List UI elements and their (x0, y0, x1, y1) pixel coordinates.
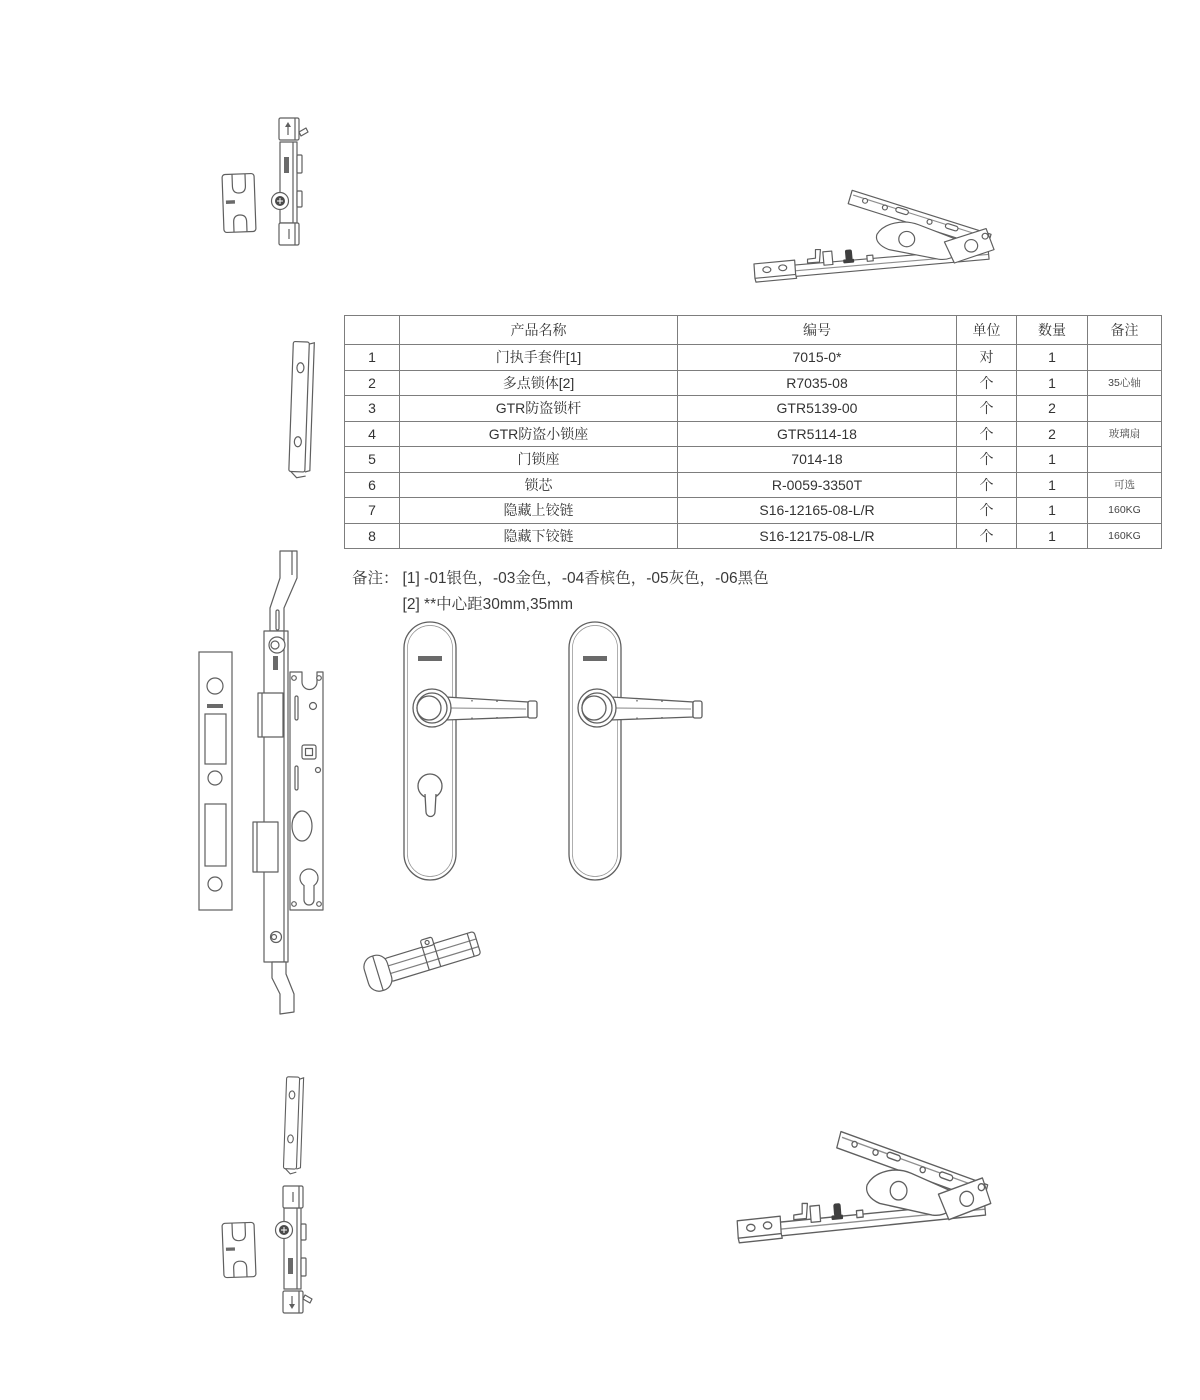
cell-remark (1088, 345, 1162, 371)
cell-name: 门执手套件[1] (400, 345, 678, 371)
cell-name: 锁芯 (400, 472, 678, 498)
table-row (345, 345, 1162, 371)
drawing-lock-bar-bottom (266, 1183, 322, 1316)
cell-no: 6 (345, 472, 400, 498)
table-row (345, 447, 1162, 473)
cell-remark: 160KG (1088, 523, 1162, 549)
cell-qty: 1 (1017, 472, 1088, 498)
cell-no: 3 (345, 396, 400, 422)
cell-remark (1088, 447, 1162, 473)
cell-code: 7014-18 (678, 447, 957, 473)
drawing-keeper-plate-bottom (274, 1073, 314, 1175)
header-unit: 单位 (957, 316, 1017, 345)
cell-no: 1 (345, 345, 400, 371)
cell-remark: 160KG (1088, 498, 1162, 524)
cell-remark: 玻璃扇 (1088, 421, 1162, 447)
footnote-2: [2] **中心距30mm,35mm (402, 596, 574, 613)
cell-unit: 个 (957, 472, 1017, 498)
header-code: 编号 (678, 316, 957, 345)
table-row (345, 498, 1162, 524)
cell-no: 8 (345, 523, 400, 549)
cell-qty: 2 (1017, 421, 1088, 447)
cell-name: 隐藏上铰链 (400, 498, 678, 524)
drawing-door-handle-right (567, 620, 707, 882)
cell-name: 隐藏下铰链 (400, 523, 678, 549)
cell-no: 4 (345, 421, 400, 447)
drawing-lock-seat-bottom (219, 1221, 259, 1279)
cell-code: R7035-08 (678, 370, 957, 396)
drawing-lock-bar-top (262, 115, 318, 248)
cell-qty: 1 (1017, 447, 1088, 473)
cell-remark: 可选 (1088, 472, 1162, 498)
table-row (345, 370, 1162, 396)
cell-remark (1088, 396, 1162, 422)
cell-name: 门锁座 (400, 447, 678, 473)
header-remark: 备注 (1088, 316, 1162, 345)
cell-remark: 35心轴 (1088, 370, 1162, 396)
drawing-door-handle-left (402, 620, 542, 882)
table-header-row (345, 316, 1162, 345)
cell-code: R-0059-3350T (678, 472, 957, 498)
header-name: 产品名称 (400, 316, 678, 345)
drawing-lock-keeper-plate (275, 336, 337, 482)
table-row (345, 523, 1162, 549)
table-row (345, 396, 1162, 422)
table-row (345, 472, 1162, 498)
cell-qty: 1 (1017, 345, 1088, 371)
cell-name: GTR防盗锁杆 (400, 396, 678, 422)
cell-no: 7 (345, 498, 400, 524)
header-index (345, 316, 400, 345)
cell-qty: 1 (1017, 523, 1088, 549)
cell-qty: 1 (1017, 498, 1088, 524)
cell-no: 2 (345, 370, 400, 396)
cell-code: GTR5139-00 (678, 396, 957, 422)
footnote-1: [1] -01银色，-03金色，-04香槟色，-05灰色，-06黑色 (402, 570, 769, 587)
cell-unit: 对 (957, 345, 1017, 371)
cell-qty: 2 (1017, 396, 1088, 422)
header-qty: 数量 (1017, 316, 1088, 345)
footnotes-body (403, 566, 769, 618)
cell-name: 多点锁体[2] (400, 370, 678, 396)
cell-code: 7015-0* (678, 345, 957, 371)
drawing-strike-plate (193, 650, 239, 912)
cell-unit: 个 (957, 396, 1017, 422)
drawing-concealed-hinge-bottom (733, 1113, 995, 1273)
table-row (345, 421, 1162, 447)
drawing-multipoint-lock-body (250, 548, 350, 1018)
drawing-lock-seat-top (219, 172, 259, 234)
footnotes-label: 备注： (352, 570, 399, 587)
footnotes (352, 566, 769, 618)
cell-name: GTR防盗小锁座 (400, 421, 678, 447)
cell-code: S16-12175-08-L/R (678, 523, 957, 549)
cell-unit: 个 (957, 498, 1017, 524)
cell-unit: 个 (957, 370, 1017, 396)
drawing-concealed-hinge-top (750, 175, 998, 307)
parts-table (344, 315, 1162, 549)
cell-no: 5 (345, 447, 400, 473)
cell-unit: 个 (957, 523, 1017, 549)
cell-unit: 个 (957, 421, 1017, 447)
cell-unit: 个 (957, 447, 1017, 473)
drawing-lock-cylinder (363, 913, 495, 1009)
cell-qty: 1 (1017, 370, 1088, 396)
cell-code: GTR5114-18 (678, 421, 957, 447)
cell-code: S16-12165-08-L/R (678, 498, 957, 524)
